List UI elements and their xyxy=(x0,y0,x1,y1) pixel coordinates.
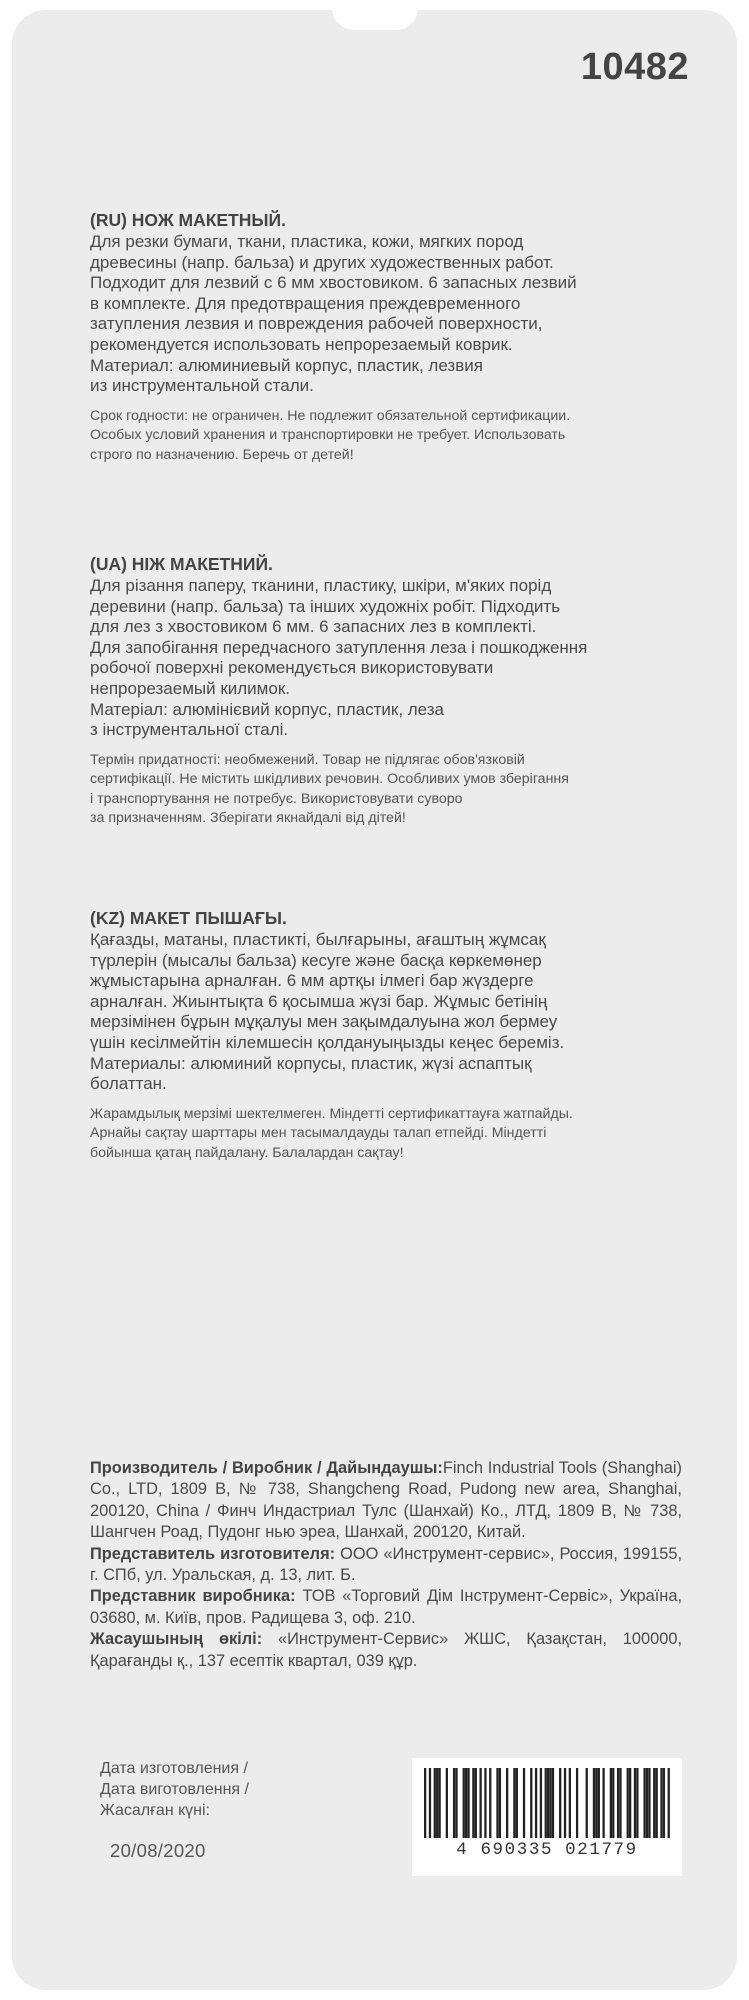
barcode-bar xyxy=(429,1768,431,1838)
barcode-bar xyxy=(535,1768,537,1838)
representative-kz-text: «Инструмент-Сервис» ЖШС, Қазақстан, 100000, Қарағанды қ., 137 есептік квартал, 039 құр. xyxy=(90,1630,682,1670)
barcode-bar xyxy=(629,1768,631,1838)
barcode-bar xyxy=(506,1768,508,1838)
barcode-bar xyxy=(564,1768,566,1838)
barcode-bar xyxy=(559,1768,561,1838)
barcode-bar xyxy=(653,1768,655,1838)
barcode-bar xyxy=(648,1768,650,1838)
note-ua: Термін придатності: необмежений. Товар не підлягає обов'язковій сертифікації. Не містить шкідливих речовин. Особливих умов зберігання і транспортування не потребує. Використовувати суворо за призначенням. Зберігати якнайдалі від дітей! xyxy=(90,751,569,827)
barcode-bar xyxy=(463,1768,465,1838)
barcode-bar xyxy=(467,1768,469,1838)
barcode-bar xyxy=(516,1768,518,1838)
barcode-bar xyxy=(545,1768,547,1838)
article-number: 10482 xyxy=(580,46,689,88)
manufacturer-label: Производитель / Виробник / Дайындаушы: xyxy=(90,1459,443,1477)
barcode-bar xyxy=(660,1768,662,1838)
body-ru: Для резки бумаги, ткани, пластика, кожи, мягких пород древесины (напр. бальза) и других художественных работ. Подходит для лезвий с 6 мм хвостовиком. 6 запасных лезвий в комплекте. Для предотвращения преждевременного затупления лезвия и повреждения рабочей поверхности, рекомендуется использовать непрорезаемый коврик. Материал: алюминиевый корпус, пластик, лезвия из инструментальной стали. xyxy=(90,232,577,396)
barcode-digits: 4 690335 021779 xyxy=(456,1840,638,1860)
barcode-bars xyxy=(424,1768,670,1838)
barcode-bar xyxy=(668,1768,670,1838)
barcode-bar xyxy=(634,1768,636,1838)
heading-ua: (UA) НІЖ МАКЕТНИЙ. xyxy=(90,554,273,574)
barcode-bar xyxy=(424,1768,426,1838)
representative-ru-label: Представитель изготовителя: xyxy=(90,1544,336,1563)
barcode-bar xyxy=(569,1768,571,1838)
section-ua xyxy=(90,552,700,829)
representative-ru-line xyxy=(90,1544,682,1587)
manufacturer-line xyxy=(90,1458,682,1544)
barcode-bar xyxy=(663,1768,665,1838)
barcode-bar xyxy=(530,1768,532,1838)
barcode-bar xyxy=(540,1768,542,1838)
barcode-bar xyxy=(612,1768,614,1838)
representative-ua-line xyxy=(90,1586,682,1629)
barcode-bar xyxy=(636,1768,638,1838)
manufacturer-text: Finch Industrial Tools (Shanghai) Co., LTD, 1809 B, № 738, Shangcheng Road, Pudong new area, Shanghai, 200120, China / Финч Индастриал Тулс (Шанхай) Ко., ЛТД, 1809 B, № 738, Шангчен Роад, Пудонг нью эреа, Шанхай, 200120, Китай. xyxy=(90,1459,682,1542)
barcode-bar xyxy=(619,1768,621,1838)
manufacture-date: 20/08/2020 xyxy=(110,1840,206,1861)
note-kz: Жарамдылық мерзімі шектелмеген. Міндетті сертификаттауға жатпайды. Арнайы сақтау шарттары мен тасымалдауды талап етпейді. Міндетті бойынша қатаң пайдалану. Балалардан сақтау! xyxy=(90,1105,573,1161)
representative-kz-line xyxy=(90,1629,682,1672)
barcode-bar xyxy=(455,1768,457,1838)
date-label-kz: Жасалған күні: xyxy=(100,1802,210,1819)
barcode-bar xyxy=(465,1768,467,1838)
barcode-bar xyxy=(593,1768,595,1838)
barcode-bar xyxy=(446,1768,448,1838)
date-labels xyxy=(100,1758,300,1821)
manufacturer-block xyxy=(90,1458,682,1672)
section-ru xyxy=(90,208,700,465)
date-label-ua: Дата виготовлення / xyxy=(100,1781,249,1798)
date-label-ru: Дата изготовления / xyxy=(100,1760,248,1777)
barcode-bar xyxy=(484,1768,486,1838)
barcode-bar xyxy=(643,1768,645,1838)
barcode-bar xyxy=(523,1768,525,1838)
barcode xyxy=(412,1758,682,1876)
representative-kz-label: Жасаушының өкілі: xyxy=(90,1630,263,1649)
section-kz xyxy=(90,906,700,1163)
barcode-bar xyxy=(513,1768,515,1838)
barcode-bar xyxy=(598,1768,600,1838)
packaging-card xyxy=(12,10,737,1990)
representative-ru-text: ООО «Инструмент-сервис», Россия, 199155, г. СПб, ул. Уральская, д. 13, лит. Б. xyxy=(90,1544,683,1585)
barcode-bar xyxy=(475,1768,477,1838)
barcode-bar xyxy=(499,1768,501,1838)
barcode-bar xyxy=(496,1768,498,1838)
barcode-bar xyxy=(646,1768,648,1838)
barcode-bar xyxy=(576,1768,578,1838)
representative-ua-label: Представник виробника: xyxy=(90,1587,296,1606)
body-kz: Қағазды, матаны, пластикті, былғарыны, ағаштың жұмсақ түрлерін (мысалы бальза) кесуге және басқа көркемөнер жұмыстарына арналған. 6 мм артқы ілмегі бар жүздерге арналған. Жиынтықта 6 қосымша жүзі бар. Жұмыс бетінің мерзімінен бұрын мұқалуы мен зақымдалуына жол бермеу үшін кесілмейтін кілемшесін қолдануыңызды кеңес береміз. Материалы: алюминий корпусы, пластик, жүзі аспаптық болаттан. xyxy=(90,930,565,1094)
barcode-bar xyxy=(436,1768,438,1838)
barcode-bar xyxy=(656,1768,658,1838)
barcode-bar xyxy=(627,1768,629,1838)
barcode-bar xyxy=(453,1768,455,1838)
hang-hole xyxy=(332,10,418,30)
barcode-bar xyxy=(547,1768,549,1838)
barcode-bar xyxy=(617,1768,619,1838)
heading-ru: (RU) НОЖ МАКЕТНЫЙ. xyxy=(90,210,286,230)
barcode-bar xyxy=(472,1768,474,1838)
barcode-bar xyxy=(586,1768,588,1838)
barcode-bar xyxy=(479,1768,481,1838)
note-ru: Срок годности: не ограничен. Не подлежит обязательной сертификации. Особых условий хранения и транспортировки не требует. Использовать строго по назначению. Беречь от детей! xyxy=(90,407,571,463)
barcode-bar xyxy=(434,1768,436,1838)
body-ua: Для різання паперу, тканини, пластику, шкіри, м'яких порід деревини (напр. бальза) та інших художніх робіт. Підходить для лез з хвостовиком 6 мм. 6 запасних лез в комплекті. Для запобігання передчасного затуплення леза і пошкодження робочої поверхні рекомендується використовувати непрорезаемый килимок. Матеріал: алюмінієвий корпус, пластик, леза з інструментальної сталі. xyxy=(90,576,588,740)
representative-ua-text: ТОВ «Торговий Дім Інструмент-Сервіс», Україна, 03680, м. Київ, пров. Радищева 3, оф. 210. xyxy=(90,1587,682,1627)
barcode-bar xyxy=(595,1768,597,1838)
barcode-bar xyxy=(610,1768,612,1838)
barcode-bar xyxy=(549,1768,551,1838)
heading-kz: (KZ) МАКЕТ ПЫШАҒЫ. xyxy=(90,908,287,928)
barcode-bar xyxy=(438,1768,440,1838)
barcode-bar xyxy=(602,1768,604,1838)
barcode-bar xyxy=(552,1768,554,1838)
barcode-bar xyxy=(489,1768,491,1838)
